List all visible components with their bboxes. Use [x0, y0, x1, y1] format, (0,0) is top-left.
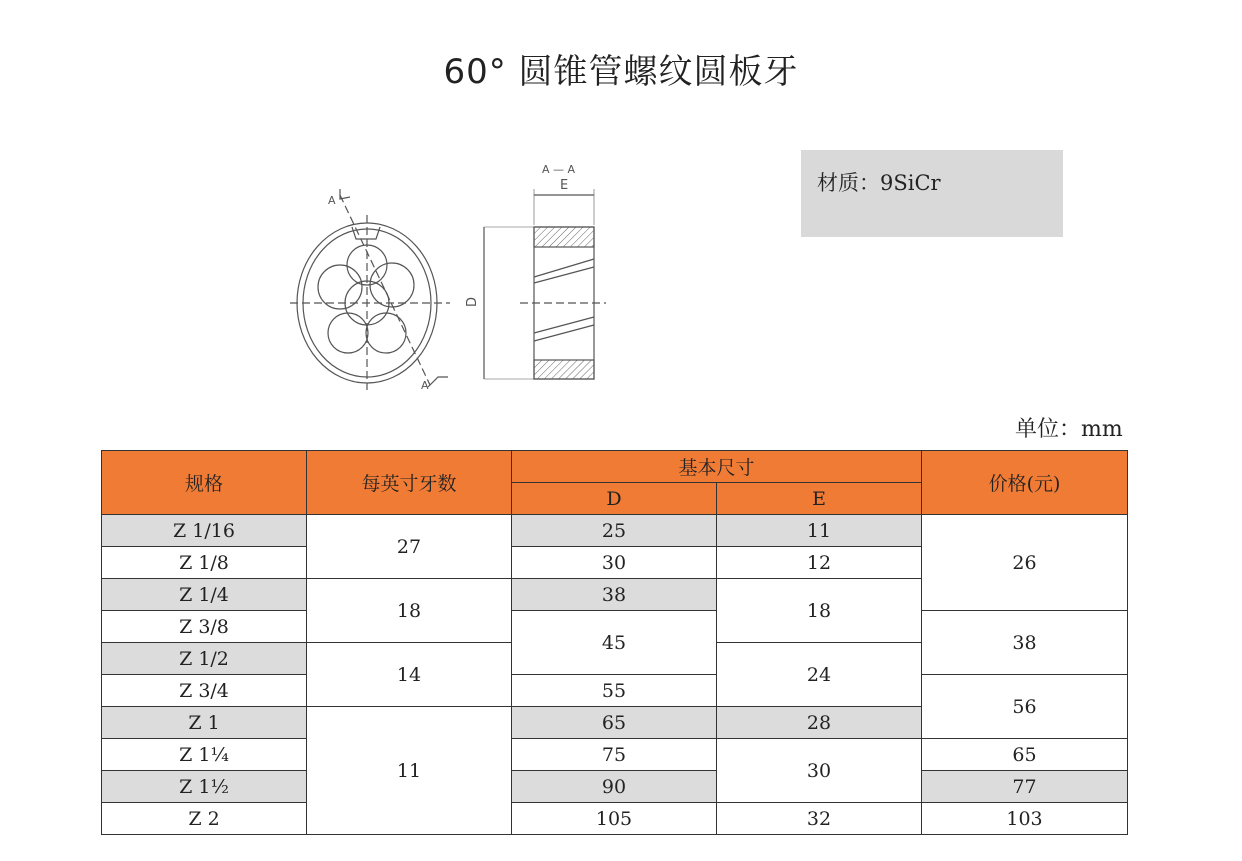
- spec-cell: Z 1: [102, 707, 307, 739]
- table-row: [102, 515, 1128, 547]
- cut-label-top: A: [328, 194, 336, 207]
- header-tpi: 每英寸牙数: [307, 451, 512, 515]
- page-title: 60° 圆锥管螺纹圆板牙: [443, 52, 799, 92]
- spec-table: [101, 450, 1128, 835]
- spec-cell: Z 1/16: [102, 515, 307, 547]
- dim-e-label: E: [560, 178, 569, 193]
- unit-label: 单位：mm: [1015, 417, 1123, 442]
- die-section-view: [484, 189, 606, 379]
- e-cell: 12: [717, 547, 922, 579]
- material-text: 材质：9SiCr: [817, 171, 941, 195]
- price-cell: 65: [922, 739, 1128, 771]
- spec-cell: Z 3/8: [102, 611, 307, 643]
- table-row: [102, 803, 1128, 835]
- header-e: E: [717, 483, 922, 515]
- spec-cell: Z 1/8: [102, 547, 307, 579]
- price-cell: 77: [922, 771, 1128, 803]
- spec-cell: Z 1/2: [102, 643, 307, 675]
- die-front-view: [290, 189, 450, 390]
- section-label: A — A: [542, 163, 576, 176]
- tpi-cell: 11: [307, 707, 512, 835]
- d-cell: 55: [512, 675, 717, 707]
- header-price: 价格(元): [922, 451, 1128, 515]
- spec-cell: Z 1½: [102, 771, 307, 803]
- price-cell: 26: [922, 515, 1128, 611]
- cut-label-bottom: A: [421, 379, 429, 392]
- header-d: D: [512, 483, 717, 515]
- d-cell: 38: [512, 579, 717, 611]
- d-cell: 25: [512, 515, 717, 547]
- d-cell: 75: [512, 739, 717, 771]
- table-row: [102, 611, 1128, 643]
- tpi-cell: 27: [307, 515, 512, 579]
- table-row: [102, 675, 1128, 707]
- e-cell: 18: [717, 579, 922, 643]
- table-header-row: [102, 451, 1128, 483]
- e-cell: 24: [717, 643, 922, 707]
- die-technical-drawing: [280, 155, 620, 400]
- d-cell: 45: [512, 611, 717, 675]
- e-cell: 11: [717, 515, 922, 547]
- spec-cell: Z 1¼: [102, 739, 307, 771]
- price-cell: 38: [922, 611, 1128, 675]
- e-cell: 28: [717, 707, 922, 739]
- tpi-cell: 14: [307, 643, 512, 707]
- table-row: [102, 771, 1128, 803]
- d-cell: 65: [512, 707, 717, 739]
- price-cell: 103: [922, 803, 1128, 835]
- spec-cell: Z 2: [102, 803, 307, 835]
- d-cell: 90: [512, 771, 717, 803]
- table-row: [102, 739, 1128, 771]
- header-spec: 规格: [102, 451, 307, 515]
- e-cell: 30: [717, 739, 922, 803]
- dim-d-label: D: [465, 296, 480, 307]
- e-cell: 32: [717, 803, 922, 835]
- price-cell: 56: [922, 675, 1128, 739]
- material-box: [801, 150, 1063, 237]
- d-cell: 30: [512, 547, 717, 579]
- tpi-cell: 18: [307, 579, 512, 643]
- d-cell: 105: [512, 803, 717, 835]
- spec-cell: Z 1/4: [102, 579, 307, 611]
- spec-cell: Z 3/4: [102, 675, 307, 707]
- header-basic-size: 基本尺寸: [512, 451, 922, 483]
